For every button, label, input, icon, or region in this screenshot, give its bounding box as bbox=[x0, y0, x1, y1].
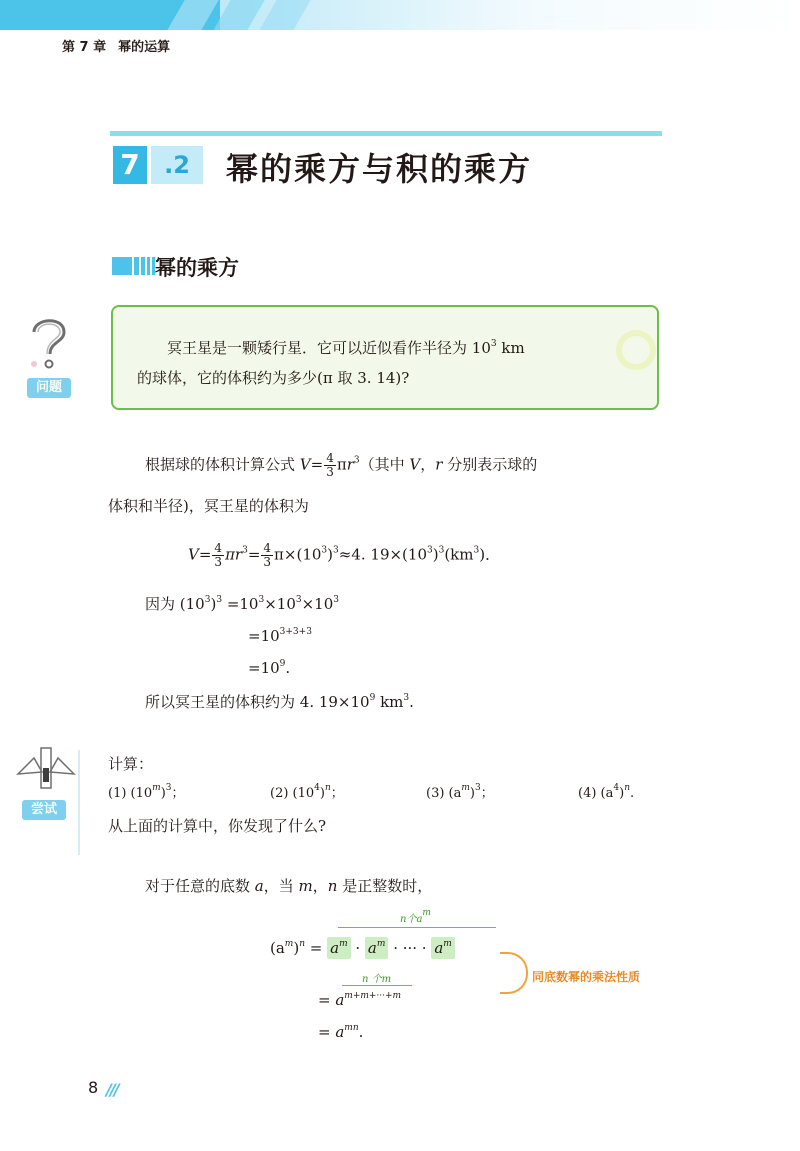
n-m-note: n 个m bbox=[362, 974, 392, 985]
header-band bbox=[0, 0, 800, 56]
subsection-bars-icon bbox=[112, 257, 157, 275]
section-title: 幂的乘方与积的乘方 bbox=[226, 150, 533, 188]
try-item-4: (4) $(a^4)^n$. bbox=[578, 783, 635, 801]
try-item-1: (1) $(10^m)^3$； bbox=[108, 783, 185, 801]
subsection-title: 幂的乘方 bbox=[155, 256, 239, 280]
highlight-term: $a^m$ bbox=[431, 937, 455, 959]
brace-line-2 bbox=[342, 985, 412, 986]
paragraph-line: 体积和半径)，冥王星的体积为 bbox=[108, 497, 309, 515]
derivation-step2: = $a^{m+m+\cdot\cdot\cdot+m}$ bbox=[318, 991, 402, 1009]
n-copies-note: n个$a^m$ bbox=[400, 908, 431, 925]
arrow-curve-icon bbox=[500, 952, 528, 994]
derivation-lhs: $(a^m)^n = a^m \cdot a^m$ · ··· · $a^m$ bbox=[270, 936, 455, 960]
section-number-sub: .2 bbox=[151, 146, 203, 184]
page-slashes: /// bbox=[106, 1080, 118, 1099]
try-item-2: (2) $(10^4)^n$； bbox=[270, 783, 344, 801]
question-mark-icon bbox=[26, 312, 72, 376]
volume-equation: V= $\frac{4}{3}$ $\pi r^3=$ $\frac{4}{3}$ $\pi\times(10^3)^3\approx 4$. $19\times(10^3)^3(km^3)$． bbox=[188, 541, 501, 569]
derivation-intro: 对于任意的底数 a，当 m，n 是正整数时， bbox=[145, 877, 433, 895]
pencil-ruler-icon bbox=[14, 742, 78, 798]
property-note: 同底数幂的乘法性质 bbox=[532, 970, 641, 984]
conclusion-line: 所以冥王星的体积约为 4. $19\times 10^9$ $km^3$. bbox=[145, 693, 414, 711]
try-tag: 尝试 bbox=[22, 800, 66, 820]
brace-line bbox=[338, 927, 496, 928]
try-title: 计算： bbox=[108, 755, 154, 773]
step-line-3: $=10^9$. bbox=[248, 659, 291, 677]
fraction-four-thirds: $\frac{4}{3}$ bbox=[326, 451, 334, 479]
section-rule bbox=[110, 131, 662, 136]
problem-text: 冥王星是一颗矮行星．它可以近似看作半径为 $10^3$ km 的球体，它的体积约为多少(π 取 3. 14)? bbox=[137, 339, 525, 387]
try-question: 从上面的计算中，你发现了什么? bbox=[108, 817, 327, 835]
try-divider bbox=[78, 750, 80, 855]
section-number-main: 7 bbox=[113, 146, 147, 184]
because-line: 因为 $(10^3)^3 =10^3\times 10^3\times 10^3$ bbox=[145, 595, 339, 613]
decorative-swirl bbox=[616, 330, 656, 370]
problem-tag: 问题 bbox=[27, 378, 71, 398]
try-items bbox=[108, 782, 668, 806]
formula-paragraph: 根据球的体积计算公式 V= $\frac{4}{3}$ $\pi r^3$（其中 V，r 分别表示球的 bbox=[145, 451, 538, 479]
page-number: 8 bbox=[88, 1078, 99, 1097]
highlight-term: $a^m$ bbox=[365, 937, 389, 959]
try-item-3: (3) $(a^m)^3$； bbox=[426, 783, 494, 801]
highlight-term: $a^m$ bbox=[327, 937, 351, 959]
chapter-title: 幂的运算 bbox=[118, 40, 171, 55]
derivation-step3: = $a^{mn}$. bbox=[318, 1023, 364, 1041]
chapter-header bbox=[62, 36, 182, 55]
problem-box bbox=[111, 305, 659, 410]
chapter-number: 第 7 章 bbox=[62, 40, 107, 55]
step-line-2: $=10^{3+3+3}$ bbox=[248, 627, 312, 645]
section-number bbox=[113, 146, 203, 184]
